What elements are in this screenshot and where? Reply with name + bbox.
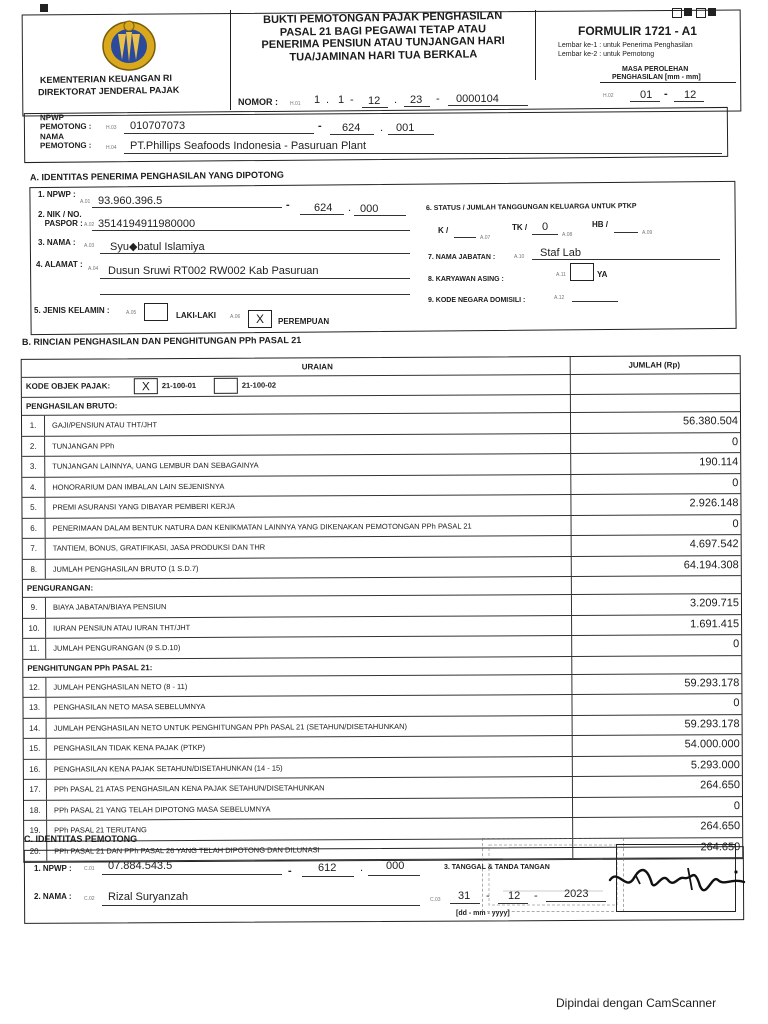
row-number: 7. bbox=[23, 539, 46, 559]
masa-from: 01 bbox=[640, 89, 653, 101]
laki-checkbox[interactable] bbox=[144, 303, 168, 321]
bruto-section-amount-cell bbox=[570, 394, 740, 412]
nomor-part-3-line bbox=[362, 107, 388, 108]
pemotong-npwp-dash: - bbox=[318, 120, 322, 132]
row-amount: 59.293.178 bbox=[571, 674, 741, 694]
a-alamat-code: A.04 bbox=[88, 266, 99, 272]
row-number: 6. bbox=[23, 518, 46, 538]
a-alamat-label: 4. ALAMAT : bbox=[36, 260, 83, 269]
row-description: TANTIEM, BONUS, GRATIFIKASI, JASA PRODUKSI DAN THR bbox=[52, 542, 266, 553]
nomor-part-4: 23 bbox=[410, 94, 423, 106]
row-description: PREMI ASURANSI YANG DIBAYAR PEMBERI KERJA bbox=[52, 501, 235, 512]
masa-to-line bbox=[674, 101, 704, 102]
a-npwp-dot: . bbox=[348, 202, 352, 214]
row-number: 10. bbox=[23, 618, 46, 638]
row-amount: 0 bbox=[572, 797, 742, 817]
a-kpp-line bbox=[300, 214, 344, 215]
a-npwp-main: 93.960.396.5 bbox=[98, 195, 163, 207]
row-amount: 190.114 bbox=[570, 453, 740, 473]
header-divider-right bbox=[535, 10, 537, 80]
a-hb-line bbox=[614, 232, 638, 233]
a-nik-line bbox=[92, 230, 410, 231]
col-uraian-header: URAIAN bbox=[301, 362, 333, 372]
lembar-2: Lembar ke-2 : untuk Pemotong bbox=[558, 51, 655, 58]
c-date-sep-2: - bbox=[534, 890, 538, 902]
form-code: FORMULIR 1721 - A1 bbox=[578, 24, 697, 38]
a-k-code: A.07 bbox=[480, 235, 491, 241]
c-tanggal-label: 3. TANGGAL & TANDA TANGAN bbox=[444, 864, 550, 871]
a-tk-line bbox=[532, 234, 558, 235]
nomor-part-5-line bbox=[448, 105, 528, 106]
pemotong-cab-line bbox=[388, 134, 434, 135]
row-description: TUNJANGAN PPh bbox=[52, 440, 115, 451]
row-number: 14. bbox=[24, 718, 47, 738]
corner-mark-3 bbox=[696, 8, 706, 18]
asing-checkbox[interactable] bbox=[570, 263, 594, 281]
pemotong-npwp-dot: . bbox=[380, 122, 384, 134]
nomor-label: NOMOR : bbox=[238, 97, 278, 107]
a-negara-label: 9. KODE NEGARA DOMISILI : bbox=[428, 297, 526, 304]
pemotong-npwp-line bbox=[124, 133, 314, 134]
a-jk-label: 5. JENIS KELAMIN : bbox=[34, 306, 110, 315]
c-cab-line bbox=[368, 875, 420, 876]
a-npwp-cab: 000 bbox=[360, 203, 379, 215]
row-number: 18. bbox=[24, 800, 47, 820]
row-amount: 0 bbox=[570, 474, 740, 494]
c-date-sep-1: - bbox=[486, 890, 490, 902]
a-negara-code: A.12 bbox=[554, 295, 565, 301]
c-kpp-line bbox=[302, 876, 354, 877]
a-cab-line bbox=[354, 215, 406, 216]
a-nik-value: 3514194911980000 bbox=[98, 218, 196, 230]
a-nama-code: A.03 bbox=[84, 243, 95, 249]
a-k-label: K / bbox=[438, 226, 449, 235]
c-npwp-label: 1. NPWP : bbox=[34, 864, 72, 873]
a-tk-label: TK / bbox=[512, 223, 528, 232]
row-description: PPh PASAL 21 YANG TELAH DIPOTONG MASA SEBELUMNYA bbox=[54, 804, 271, 815]
scanner-watermark: Dipindai dengan CamScanner bbox=[556, 996, 717, 1010]
row-number: 5. bbox=[22, 498, 45, 518]
row-amount: 5.293.000 bbox=[572, 756, 742, 776]
penghitungan-section-amount-cell bbox=[571, 656, 741, 674]
row-description: JUMLAH PENGHASILAN NETO UNTUK PENGHITUNGAN PPh PASAL 21 (SETAHUN/DISETAHUNKAN) bbox=[53, 721, 408, 733]
c-nama-line bbox=[102, 905, 420, 906]
c-tanggal-code: C.03 bbox=[430, 897, 441, 903]
a-nik-code: A.02 bbox=[84, 222, 95, 228]
a-npwp-label: 1. NPWP : bbox=[38, 190, 76, 199]
lembar-1: Lembar ke-1 : untuk Penerima Penghasilan bbox=[558, 42, 693, 49]
row-description: PENERIMAAN DALAM BENTUK NATURA DAN KENIKMATAN LAINNYA YANG DIKENAKAN PEMOTONGAN PPh PASAL 21 bbox=[52, 521, 472, 533]
c-npwp-dot: . bbox=[360, 862, 364, 874]
bruto-rows bbox=[22, 412, 741, 580]
kode-objek-amount-cell bbox=[570, 374, 740, 394]
a-nama-value: Syu◆batul Islamiya bbox=[110, 241, 205, 253]
row-number: 13. bbox=[23, 698, 46, 718]
row-number: 1. bbox=[22, 416, 45, 436]
row-description: TUNJANGAN LAINNYA, UANG LEMBUR DAN SEBAGAINYA bbox=[52, 460, 259, 471]
pemotong-npwp-code: H.03 bbox=[106, 125, 117, 131]
pemotong-box bbox=[24, 107, 728, 163]
nomor-part-3: 12 bbox=[368, 95, 381, 107]
a-tk-code: A.08 bbox=[562, 232, 573, 238]
masa-from-line bbox=[630, 101, 660, 102]
a-jabatan-line bbox=[532, 259, 720, 260]
a-npwp-code: A.01 bbox=[80, 199, 91, 205]
row-description: JUMLAH PENGHASILAN NETO (8 - 11) bbox=[53, 681, 188, 692]
row-number: 3. bbox=[22, 457, 45, 477]
c-nama-value: Rizal Suryanzah bbox=[108, 891, 189, 903]
row-description: PPh PASAL 21 DAN PPh PASAL 26 YANG TELAH DIPOTONG DAN DILUNASI bbox=[54, 844, 320, 856]
row-number: 16. bbox=[24, 759, 47, 779]
nomor-code: H.01 bbox=[290, 101, 301, 107]
row-number: 8. bbox=[23, 559, 46, 579]
header-divider-left bbox=[230, 10, 232, 110]
rincian-table bbox=[21, 355, 744, 863]
a-nama-line bbox=[100, 253, 410, 254]
row-amount: 3.209.715 bbox=[571, 594, 741, 614]
a-alamat-line-1 bbox=[100, 278, 410, 279]
a-alamat-line-2 bbox=[100, 294, 410, 295]
a-alamat-value: Dusun Sruwi RT002 RW002 Kab Pasuruan bbox=[108, 265, 319, 277]
perempuan-label: PEREMPUAN bbox=[278, 317, 330, 326]
row-description: JUMLAH PENGHASILAN BRUTO (1 S.D.7) bbox=[52, 563, 199, 574]
row-description: PPh PASAL 21 ATAS PENGHASILAN KENA PAJAK SETAHUN/DISETAHUNKAN bbox=[53, 783, 325, 794]
c-date-yyyy: 2023 bbox=[564, 888, 589, 900]
a-nik-label: 2. NIK / NO. PASPOR : bbox=[38, 210, 83, 228]
kode-objek-label: KODE OBJEK PAJAK: bbox=[25, 381, 111, 391]
pemotong-npwp-label: NPWP PEMOTONG : bbox=[39, 113, 92, 132]
c-npwp-main: 07.884.543.5 bbox=[108, 860, 173, 872]
nomor-part-2: 1 bbox=[338, 94, 345, 106]
c-date-dd: 31 bbox=[458, 890, 471, 902]
row-number: 19. bbox=[24, 821, 47, 841]
masa-code: H.02 bbox=[603, 93, 614, 99]
a-npwp-dash: - bbox=[286, 199, 290, 211]
bruto-section-title: PENGHASILAN BRUTO: bbox=[25, 401, 118, 411]
c-npwp-cab: 000 bbox=[386, 860, 405, 872]
pemotong-nama-label: NAMA PEMOTONG : bbox=[39, 132, 92, 151]
row-amount: 54.000.000 bbox=[572, 735, 742, 755]
section-a-title: A. IDENTITAS PENERIMA PENGHASILAN YANG DIPOTONG bbox=[29, 169, 284, 183]
row-number: 15. bbox=[24, 739, 47, 759]
perempuan-checkbox[interactable]: X bbox=[248, 310, 272, 328]
row-description: GAJI/PENSIUN ATAU THT/JHT bbox=[52, 420, 158, 430]
c-npwp-line bbox=[102, 874, 282, 875]
a-negara-line bbox=[572, 301, 618, 302]
a-npwp-kpp: 624 bbox=[314, 202, 333, 214]
a-tk-value: 0 bbox=[542, 221, 549, 233]
row-amount: 0 bbox=[571, 635, 741, 655]
kode-21-100-01-label: 21-100-01 bbox=[161, 380, 197, 391]
row-amount: 59.293.178 bbox=[572, 715, 742, 735]
pengurangan-section-amount-cell bbox=[571, 576, 741, 594]
a-asing-label: 8. KARYAWAN ASING : bbox=[428, 276, 504, 283]
laki-label: LAKI-LAKI bbox=[176, 311, 216, 320]
title-line-4: TUA/JAMINAN HARI TUA BERKALA bbox=[289, 47, 478, 64]
corner-mark-4 bbox=[708, 8, 716, 16]
corner-mark-1 bbox=[672, 8, 682, 18]
a-ya-label: YA bbox=[597, 270, 608, 279]
c-date-mm: 12 bbox=[508, 890, 521, 902]
masa-label-1: MASA PEROLEHAN bbox=[622, 66, 689, 73]
c-npwp-code: C.01 bbox=[84, 866, 95, 872]
row-amount: 0 bbox=[571, 515, 741, 535]
a-status-label: 6. STATUS / JUMLAH TANGGUNGAN KELUARGA UNTUK PTKP bbox=[425, 202, 637, 213]
a-nama-label: 3. NAMA : bbox=[38, 238, 76, 247]
nomor-part-5: 0000104 bbox=[456, 93, 499, 105]
row-number: 2. bbox=[22, 436, 45, 456]
pengurangan-section-title: PENGURANGAN: bbox=[26, 583, 94, 593]
kode-21-100-01-checkbox[interactable]: X bbox=[134, 378, 158, 394]
nomor-dot-2: . bbox=[394, 94, 398, 106]
a-jabatan-label: 7. NAMA JABATAN : bbox=[428, 254, 496, 261]
col-jumlah-header: JUMLAH (Rp) bbox=[570, 356, 740, 374]
masa-dash: - bbox=[664, 88, 668, 100]
row-description: PENGHASILAN KENA PAJAK SETAHUN/DISETAHUNKAN (14 - 15) bbox=[53, 763, 283, 774]
row-amount: 264.650 bbox=[572, 776, 742, 796]
row-description: IURAN PENSIUN ATAU IURAN THT/JHT bbox=[53, 622, 191, 633]
pemotong-npwp-main: 010707073 bbox=[130, 120, 186, 132]
row-amount: 264.650 bbox=[572, 817, 742, 837]
kode-21-100-02-checkbox[interactable] bbox=[214, 378, 238, 394]
row-amount: 0 bbox=[571, 694, 741, 714]
c-nama-label: 2. NAMA : bbox=[34, 892, 72, 901]
nomor-part-1: 1 bbox=[314, 94, 321, 106]
row-description: JUMLAH PENGURANGAN (9 S.D.10) bbox=[53, 643, 181, 653]
signature-icon bbox=[596, 850, 756, 910]
pemotong-nama-value: PT.Phillips Seafoods Indonesia - Pasuruan Plant bbox=[130, 140, 367, 152]
row-amount: 0 bbox=[570, 433, 740, 453]
title-line-1: BUKTI PEMOTONGAN PAJAK PENGHASILAN bbox=[262, 9, 503, 27]
pemotong-npwp-kpp: 624 bbox=[342, 122, 361, 134]
row-number: 17. bbox=[24, 780, 47, 800]
a-laki-code: A.05 bbox=[126, 310, 137, 316]
row-description: PPh PASAL 21 TERUTANG bbox=[54, 825, 147, 835]
nomor-dash-1: - bbox=[350, 94, 354, 106]
nomor-dot-1: . bbox=[326, 94, 330, 106]
row-amount: 264.650 bbox=[572, 838, 742, 858]
masa-to: 12 bbox=[684, 89, 697, 101]
masa-box bbox=[600, 82, 736, 105]
section-c-title: C. IDENTITAS PEMOTONG bbox=[24, 834, 138, 844]
row-description: BIAYA JABATAN/BIAYA PENSIUN bbox=[52, 602, 167, 612]
row-amount: 64.194.308 bbox=[571, 556, 741, 576]
nomor-dash-2: - bbox=[436, 93, 440, 105]
a-hb-label: HB / bbox=[592, 220, 608, 229]
row-number: 4. bbox=[22, 477, 45, 497]
pemotong-kpp-line bbox=[330, 134, 374, 135]
c-date-format: [dd - mm - yyyy] bbox=[456, 910, 510, 917]
row-number: 12. bbox=[23, 677, 46, 697]
pengurangan-rows bbox=[23, 594, 741, 659]
corner-mark-left bbox=[40, 4, 48, 12]
row-description: HONORARIUM DAN IMBALAN LAIN SEJENISNYA bbox=[52, 481, 225, 492]
corner-mark-2 bbox=[684, 8, 692, 16]
c-dd-line bbox=[450, 903, 480, 904]
a-npwp-line bbox=[92, 207, 282, 208]
row-description: PENGHASILAN TIDAK KENA PAJAK (PTKP) bbox=[53, 742, 206, 753]
c-npwp-kpp: 612 bbox=[318, 862, 337, 874]
form-title bbox=[238, 9, 529, 64]
row-amount: 1.691.415 bbox=[571, 615, 741, 635]
row-number: 20. bbox=[24, 841, 47, 861]
row-amount: 4.697.542 bbox=[571, 535, 741, 555]
a-asing-code: A.11 bbox=[556, 272, 566, 278]
a-jabatan-code: A.10 bbox=[514, 254, 525, 260]
penghitungan-section-title: PENGHITUNGAN PPh PASAL 21: bbox=[27, 662, 153, 673]
pemotong-npwp-cab: 001 bbox=[396, 122, 415, 134]
title-line-3: PENERIMA PENSIUN ATAU TUNJANGAN HARI bbox=[261, 34, 505, 52]
ministry-logo bbox=[96, 14, 162, 74]
a-jabatan-value: Staf Lab bbox=[540, 247, 581, 259]
ministry-name-2: DIREKTORAT JENDERAL PAJAK bbox=[37, 84, 180, 98]
row-number: 9. bbox=[23, 598, 46, 618]
pemotong-nama-code: H.04 bbox=[106, 145, 117, 151]
c-nama-code: C.02 bbox=[84, 896, 95, 902]
section-b-title: B. RINCIAN PENGHASILAN DAN PENGHITUNGAN PPh PASAL 21 bbox=[21, 335, 302, 347]
row-description: PENGHASILAN NETO MASA SEBELUMNYA bbox=[53, 701, 206, 712]
row-number: 11. bbox=[23, 639, 46, 659]
a-hb-code: A.09 bbox=[642, 230, 653, 236]
row-amount: 56.380.504 bbox=[570, 412, 740, 432]
kode-21-100-02-label: 21-100-02 bbox=[241, 380, 277, 390]
a-k-line bbox=[454, 237, 476, 238]
masa-label-2: PENGHASILAN [mm - mm] bbox=[612, 74, 701, 81]
row-amount: 2.926.148 bbox=[570, 494, 740, 514]
ministry-name-1: KEMENTERIAN KEUANGAN RI bbox=[39, 72, 173, 86]
a-perempuan-code: A.06 bbox=[230, 314, 241, 320]
pemotong-nama-line bbox=[124, 153, 722, 154]
c-npwp-dash: - bbox=[288, 865, 292, 877]
nomor-part-4-line bbox=[404, 106, 430, 107]
title-line-2: PASAL 21 BAGI PEGAWAI TETAP ATAU bbox=[279, 22, 487, 39]
